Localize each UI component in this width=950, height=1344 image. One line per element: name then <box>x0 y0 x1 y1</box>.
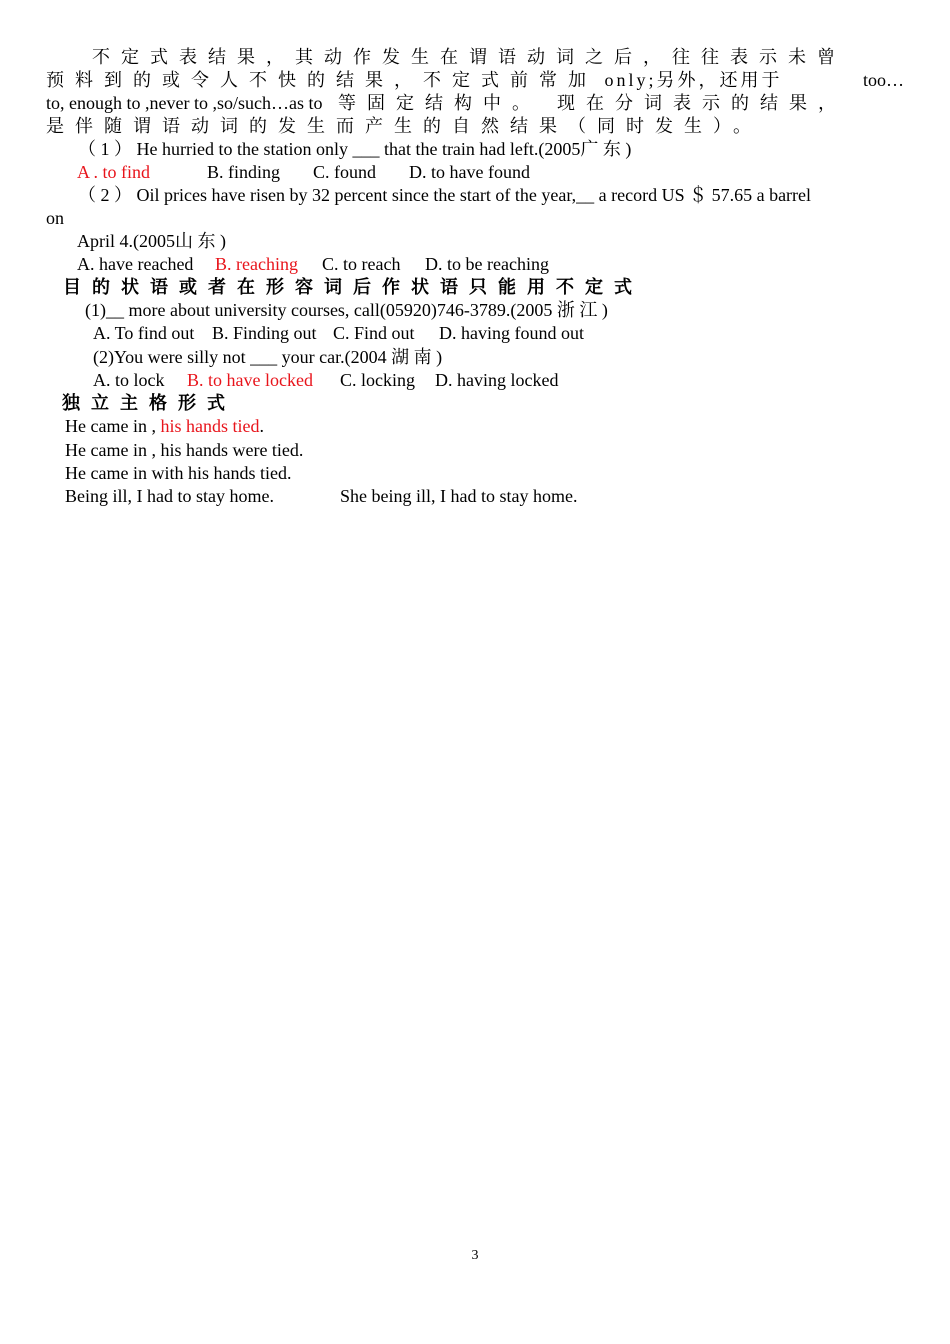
question-2-stem-cont-1 <box>46 207 904 230</box>
question-2-stem-continuation-2: April 4.(2005山 东 ) <box>77 231 226 251</box>
example-1-highlight: his hands tied <box>160 416 260 436</box>
question-1-option-b: B. finding <box>207 162 281 182</box>
intro-text-2b: only;另外，还用于 <box>597 70 783 90</box>
question-2-option-a: A. have reached <box>77 254 194 274</box>
example-2 <box>65 439 904 462</box>
example-1-part-a: He came in , <box>65 416 161 436</box>
example-1-part-c: . <box>259 416 264 436</box>
question-1-option-d: D. to have found <box>409 162 530 182</box>
section-2-question-1-options <box>93 322 904 345</box>
question-2-stem: Oil prices have risen by 32 percent since the start of the year,__ a record US ＄ 57.65 a barrel <box>132 185 812 205</box>
intro-line-2 <box>46 69 904 92</box>
example-2-text: He came in , his hands were tied. <box>65 440 304 460</box>
question-1-option-a: A . to find <box>77 162 151 182</box>
section-2-q2-option-c: C. locking <box>340 370 415 390</box>
example-3 <box>65 462 904 485</box>
question-1 <box>78 138 904 161</box>
section-3-heading-text: 独立主格形式 <box>62 393 236 413</box>
example-3-text: He came in with his hands tied. <box>65 463 292 483</box>
section-2-heading <box>63 276 904 299</box>
question-2-stem-cont-2 <box>77 230 904 253</box>
example-4-part-b: She being ill, I had to stay home. <box>340 486 578 506</box>
section-2-q1-option-b: B. Finding out <box>212 323 317 343</box>
section-2-q1-option-c: C. Find out <box>333 323 415 343</box>
section-2-q1-option-d: D. having found out <box>439 323 584 343</box>
question-2-option-d: D. to be reaching <box>425 254 549 274</box>
intro-line-1 <box>92 46 904 69</box>
intro-text-3c: 现在分词表示的结果， <box>556 93 847 113</box>
page-number: 3 <box>471 1248 479 1263</box>
question-1-option-c: C. found <box>313 162 376 182</box>
section-2-q2-option-b: B. to have locked <box>187 370 313 390</box>
intro-text-2a: 预料到的或令人不快的结果，不定式前常加 <box>46 70 597 90</box>
intro-text-1: 不定式表结果，其动作发生在谓语动词之后，往往表示未曾 <box>92 47 846 67</box>
section-2-question-1 <box>85 299 904 322</box>
intro-text-3a: to, enough to ,never to ,so/such…as to <box>46 93 323 113</box>
section-2-question-2 <box>93 346 904 369</box>
example-4 <box>65 485 904 508</box>
section-2-q2-option-d: D. having locked <box>435 370 559 390</box>
question-2-stem-continuation-1: on <box>46 208 64 228</box>
question-2-option-b: B. reaching <box>215 254 298 274</box>
question-2-option-c: C. to reach <box>322 254 401 274</box>
section-2-question-2-stem: (2)You were silly not ___ your car.(2004 湖 南 ) <box>93 347 443 367</box>
example-4-part-a: Being ill, I had to stay home. <box>65 486 274 506</box>
section-2-heading-text: 目的状语或者在形容词后作状语只能用不定式 <box>63 277 643 297</box>
section-2-question-1-stem: (1)__ more about university courses, call(05920)746-3789.(2005 浙 江 ) <box>85 300 608 320</box>
intro-line-4 <box>46 115 904 138</box>
question-2-options <box>77 253 904 276</box>
example-1 <box>65 415 904 438</box>
section-2-q1-option-a: A. To find out <box>93 323 195 343</box>
question-1-number: （ 1 ） <box>78 139 132 159</box>
question-2-number: （ 2 ） <box>78 185 132 205</box>
section-3-heading <box>62 392 904 415</box>
intro-text-2c: too… <box>862 70 904 90</box>
section-2-q2-option-a: A. to lock <box>93 370 165 390</box>
question-1-options <box>77 161 904 184</box>
intro-line-3 <box>46 92 904 115</box>
section-2-question-2-options <box>93 369 904 392</box>
question-1-stem: He hurried to the station only ___ that the train had left.(2005广 东 ) <box>132 139 632 159</box>
intro-text-3b: 等固定结构中。 <box>322 93 541 113</box>
question-2 <box>78 184 904 207</box>
intro-text-4: 是伴随谓语动词的发生而产生的自然结果（同时发生）。 <box>46 116 762 136</box>
